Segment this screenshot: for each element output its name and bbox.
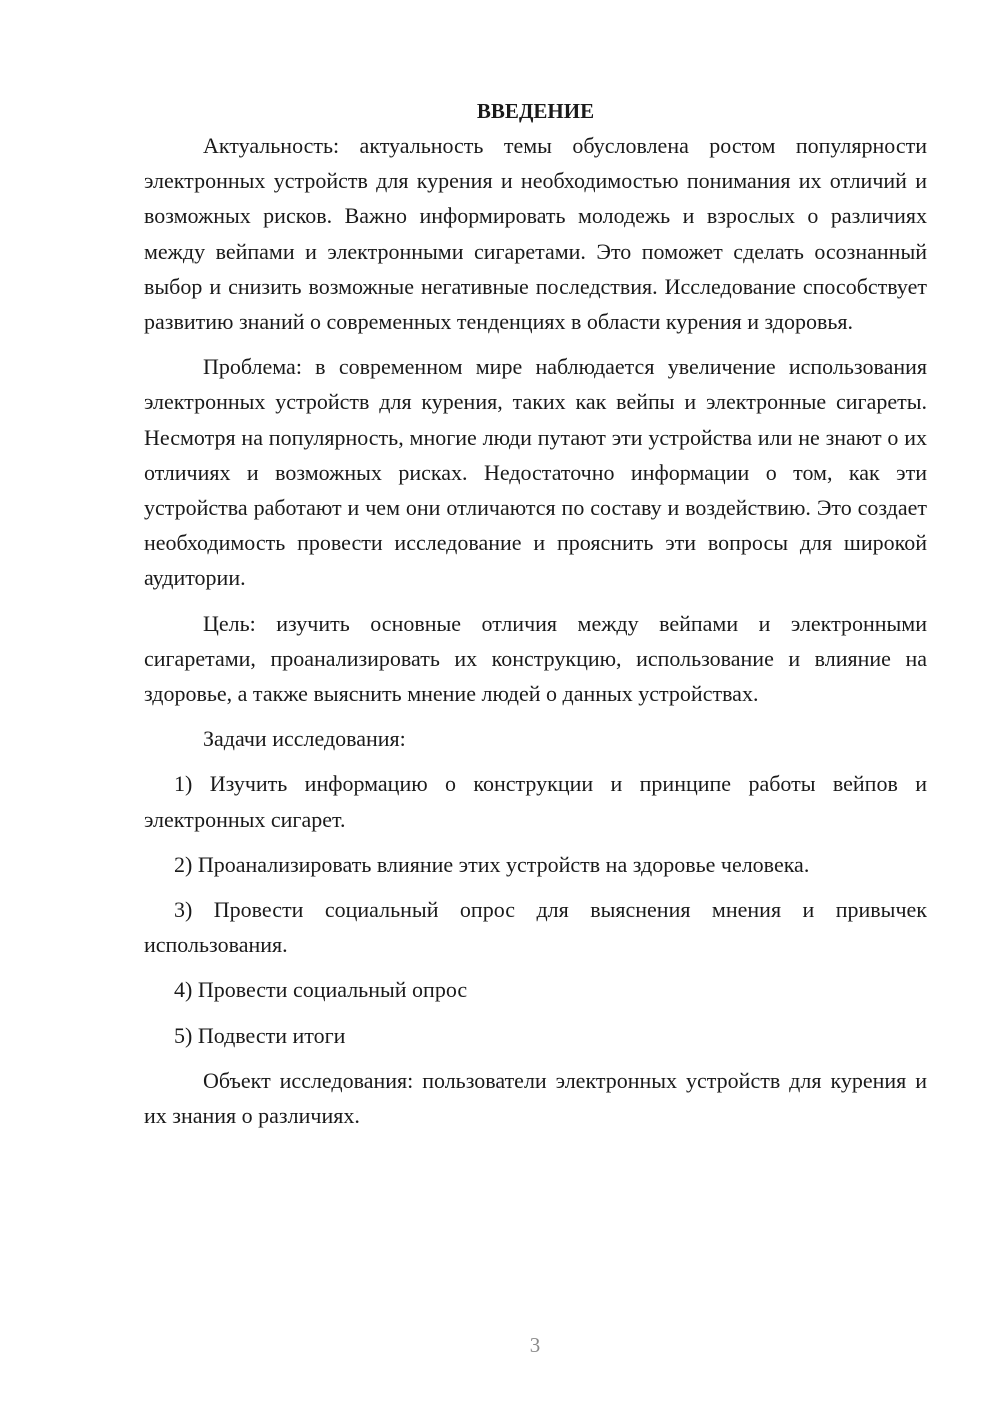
document-page [144,96,927,1143]
paragraph-object: Объект исследования: пользователи электронных устройств для курения и их знания о различиях. [144,1067,927,1129]
paragraph-tasks-heading: Задачи исследования: [203,726,406,752]
task-item-4: 4) Провести социальный опрос [174,977,468,1003]
paragraph-goal: Цель: изучить основные отличия между вейпами и электронными сигаретами, проанализировать их конструкцию, использование и влияние на здоровье, а также выяснить мнение людей о данных устройствах. [144,610,927,707]
task-item-5: 5) Подвести итоги [174,1022,346,1048]
page-number: 3 [529,1333,541,1357]
task-item-2: 2) Проанализировать влияние этих устройств на здоровье человека. [174,851,810,877]
task-item-1: 1) Изучить информацию о конструкции и принципе работы вейпов и электронных сигарет. [144,771,927,832]
paragraph-problem: Проблема: в современном мире наблюдается увеличение использования электронных устройств для курения, таких как вейпы и электронные сигареты. Несмотря на популярность, многие люди путают эти устройства или не знают о их отличиях и возможных рисках. Недостаточно информации о том, как эти устройства работают и чем они отличаются по составу и воздействию. Это создает необходимость провести исследование и прояснить эти вопросы для широкой аудитории. [144,354,927,591]
paragraph-relevance: Актуальность: актуальность темы обусловлена ростом популярности электронных устройств для курения и необходимостью понимания их отличий и возможных рисков. Важно информировать молодежь и взрослых о различиях между вейпами и электронными сигаретами. Это поможет сделать осознанный выбор и снизить возможные негативные последствия. Исследование способствует развитию знаний о современных тенденциях в области курения и здоровья. [144,133,927,335]
page-title: ВВЕДЕНИЕ [476,99,595,123]
task-item-3: 3) Провести социальный опрос для выяснения мнения и привычек использования. [144,897,927,958]
